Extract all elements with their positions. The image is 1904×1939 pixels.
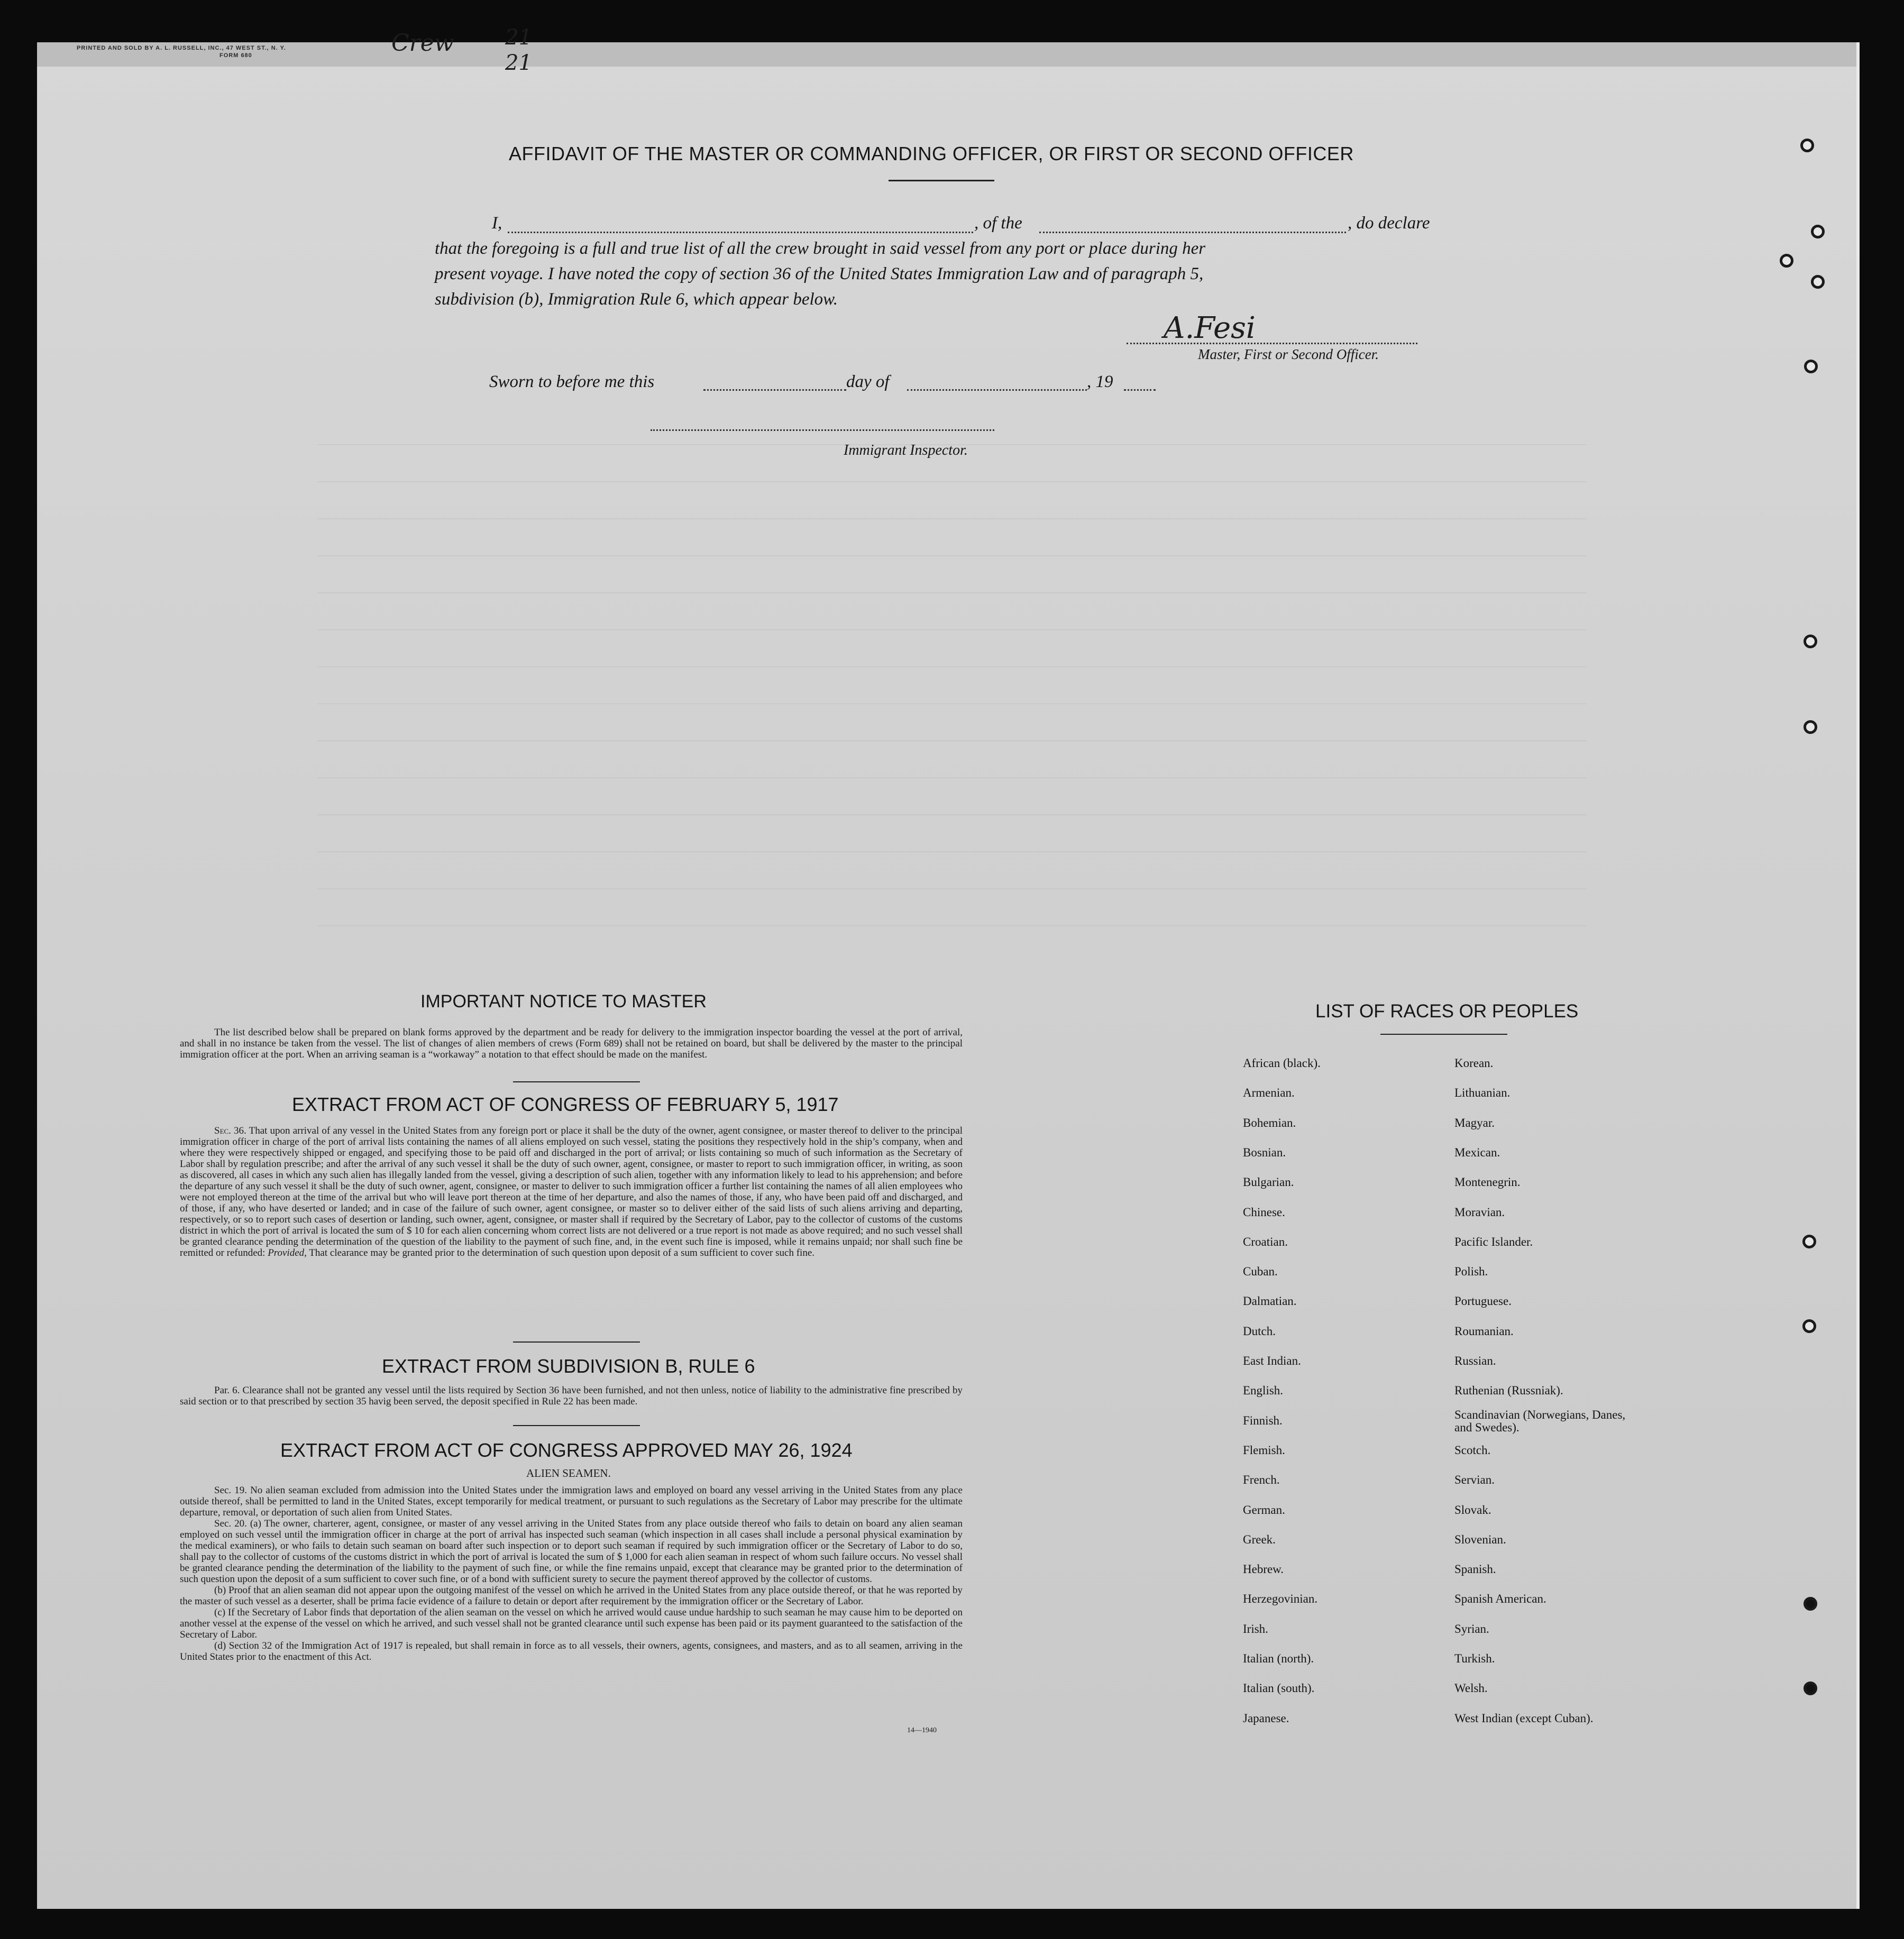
race-item: Portuguese. [1454,1294,1512,1308]
name-blank[interactable] [508,232,973,233]
race-item: Russian. [1454,1354,1496,1367]
race-item: Magyar. [1454,1116,1495,1129]
affidavit-line-3: present voyage. I have noted the copy of section 36 of the United States Immigration Law and of paragraph 5, [435,264,1204,283]
affidavit-i-label: I, [492,214,502,233]
affidavit-title: AFFIDAVIT OF THE MASTER OR COMMANDING OFFICER, OR FIRST OR SECOND OFFICER [509,143,1354,164]
race-item: Spanish American. [1454,1592,1546,1606]
race-item: Roumanian. [1454,1324,1514,1338]
race-item: Slovak. [1454,1503,1491,1517]
vessel-blank[interactable] [1039,232,1346,233]
handwritten-signature: A.Fesi [1164,311,1256,345]
form-number: FORM 680 [219,52,252,59]
race-item: West Indian (except Cuban). [1454,1711,1594,1725]
sec-36-body: That upon arrival of any vessel in the United States from any foreign port or place it shall be the duty of the owner, agent consignee, or master thereof to deliver to the principal immigration officer in charge of the port of arrival lists containing the names of all aliens employed on such vessel, stating the positions they respectively hold in the ship’s company, when and where they were respectively shipped or engaged, and specifying those to be paid off and discharged in the port of arrival; or lists containing so much of such information as the Secretary of Labor shall by regulation prescribe; and after the arrival of any such vessel it shall be the duty of such owner, agent, consignee, or master to report to such immigration officer, in writing, as soon as discovered, all cases in which any such alien has illegally landed from the vessel, giving a description of such alien, together with any information likely to lead to his apprehension; and before the departure of any such vessel it shall be the duty of such owner, agent, consignee, or master to deliver to such immigration officer a further list containing the names of all alien employees who were not employed thereon at the time of the arrival but who will leave port thereon at the time of her departure, and also the names of those, if any, who have been paid off and discharged, and of those, if any, who have deserted or landed; and in case of the failure of such owner, agent consignee, or master so to deliver either of the said lists of such aliens arriving and departing, respectively, or so to report such cases of desertion or landing, such owner, agent, consignee, or master shall if required by the Secretary of Labor, pay to the collector of customs of the customs district in which the port of arrival is located the sum of $ 10 for each alien concerning whom correct lists are not delivered or a true report is not made as above required; and no such vessel shall be granted clearance pending the determination of the question of the liability to the payment of such fine, and, in the event such fine is imposed, while it remains unpaid; nor shall such fine be remitted or refunded: [180,1125,963,1258]
extract-rule6-text: Par. 6. Clearance shall not be granted any vessel until the lists required by Section 36 have been furnished, and not then unless, notice of liability to the administrative fine prescribed by said section or to that prescribed by section 35 havig been served, the deposit specified in Rule 22 has been made. [180,1385,963,1407]
race-item: Slovenian. [1454,1532,1506,1546]
year-label: , 19 [1087,372,1113,391]
races-title: LIST OF RACES OR PEOPLES [1315,1001,1579,1022]
inspector-label: Immigrant Inspector. [844,442,968,458]
do-declare-label: , do declare [1348,214,1430,233]
punch-hole [1804,1681,1817,1695]
divider [513,1341,640,1343]
printer-line: PRINTED AND SOLD BY A. L. RUSSELL, INC., 47 WEST ST., N. Y. [77,45,286,51]
race-item: Cuban. [1243,1265,1278,1279]
race-item: Syrian. [1454,1622,1489,1635]
sec-20-text: Sec. 20. (a) The owner, charterer, agent, consignee, or master of any vessel arriving in the United States from any place outside thereof who fails to detain on board any alien seaman employed on such vessel until the immigration officer in charge at the port of arrival has inspected such seaman (which inspection in all cases shall include a personal physical examination by the medical examiners), or who fails to detain such seaman on board after such inspection or to deport such seaman if required by such immigration officer or the Secretary of Labor to do so, shall pay to the collector of customs of the customs district in which the port of arrival is located the sum of $ 1,000 for each alien seaman in respect of whom such failure occurs. No vessel shall be granted clearance pending the determination of the liability to the payment of such fine, or while the fine remains unpaid, except that clearance may be granted prior to the determination of such question upon the deposit of a sum sufficient to cover such fine, or of a bond with sufficient surety to secure the payment thereof approved by the collector of customs. [180,1518,963,1585]
punch-hole [1811,225,1825,238]
race-item: Greek. [1243,1532,1276,1546]
race-item: Scandinavian (Norwegians, Danes, and Swedes). [1454,1408,1626,1434]
form-code: 14—1940 [907,1726,937,1734]
race-item: Montenegrin. [1454,1175,1521,1189]
race-item: Dutch. [1243,1324,1276,1338]
race-item: Pacific Islander. [1454,1235,1533,1248]
printer-imprint [77,44,286,59]
extract-rule6-title: EXTRACT FROM SUBDIVISION B, RULE 6 [382,1355,755,1377]
sec-36-label: Sec. 36. [214,1125,246,1136]
race-item: Turkish. [1454,1652,1495,1665]
handwritten-crew-count: 21 [505,25,532,50]
handwritten-crew-count-2: 21 [505,51,532,75]
race-item: Mexican. [1454,1145,1500,1159]
race-item: Polish. [1454,1265,1488,1279]
divider [513,1081,640,1082]
sec-20-d-text: (d) Section 32 of the Immigration Act of 1917 is repealed, but shall remain in force as to all vessels, their owners, agents, consignees, and masters, and as to all seamen, arriving in the United States prior to the enactment of this Act. [180,1640,963,1662]
race-item: Japanese. [1243,1711,1289,1725]
race-item: Hebrew. [1243,1563,1284,1576]
affidavit-line-2: that the foregoing is a full and true list of all the crew brought in said vessel from any port or place during her [435,239,1206,258]
punch-hole [1804,1597,1817,1611]
punch-hole [1802,1319,1816,1333]
race-item: Ruthenian (Russniak). [1454,1384,1563,1398]
extract-1924-title: EXTRACT FROM ACT OF CONGRESS APPROVED MAY 26, 1924 [280,1439,853,1461]
signer-label: Master, First or Second Officer. [1198,346,1379,362]
punch-hole [1811,275,1825,289]
race-item: African (black). [1243,1056,1321,1070]
race-item: Welsh. [1454,1681,1488,1695]
race-item: Italian (south). [1243,1681,1315,1695]
of-the-label: , of the [974,214,1022,233]
alien-seamen-subtitle: ALIEN SEAMEN. [526,1467,611,1479]
race-item: Croatian. [1243,1235,1288,1248]
race-item: Armenian. [1243,1086,1295,1100]
punch-hole [1802,1235,1816,1248]
race-item: Chinese. [1243,1205,1285,1219]
race-item: Scotch. [1454,1443,1491,1457]
title-rule [889,180,994,181]
race-item: French. [1243,1473,1280,1487]
punch-hole [1804,635,1817,648]
inspector-blank[interactable] [651,429,994,431]
race-item: Spanish. [1454,1563,1496,1576]
race-item: Finnish. [1243,1413,1283,1427]
divider [513,1425,640,1426]
race-item: Flemish. [1243,1443,1285,1457]
handwritten-crew-label: Crew [391,30,454,57]
punch-hole [1800,139,1814,152]
sec-20-b-text: (b) Proof that an alien seaman did not appear upon the outgoing manifest of the vessel on which he arrived in the United States from any place outside thereof, or that he was reported by the master of such vessel as a deserter, shall be prima facie evidence of a failure to detain or deport after requirement by the immigration officer or the Secretary of Labor. [180,1585,963,1607]
race-item: Servian. [1454,1473,1495,1487]
race-item: German. [1243,1503,1285,1517]
race-item: East Indian. [1243,1354,1301,1367]
punch-hole [1780,254,1793,268]
race-item: Herzegovinian. [1243,1592,1318,1606]
provided-word: Provided, [268,1247,307,1258]
race-item: Irish. [1243,1622,1268,1635]
extract-1917-title: EXTRACT FROM ACT OF CONGRESS OF FEBRUARY 5, 1917 [292,1093,839,1115]
sec-36-tail: That clearance may be granted prior to the determination of such question upon deposit of a sum sufficient to cover such fine. [309,1247,814,1258]
extract-1917-text [180,1125,963,1258]
sec-20-c-text: (c) If the Secretary of Labor finds that deportation of the alien seaman on the vessel on which he arrived would cause undue hardship to such seaman he may cause him to be deported on another vessel at the expense of the vessel on which he arrived, and such vessel shall not be granted clearance until such expense has been paid or its payment guaranteed to the satisfaction of the Secretary of Labor. [180,1607,963,1640]
day-blank[interactable] [703,389,846,391]
month-blank[interactable] [907,389,1087,391]
race-item: Korean. [1454,1056,1494,1070]
race-item: Bulgarian. [1243,1175,1294,1189]
year-blank[interactable] [1124,389,1156,391]
punch-hole [1804,720,1817,734]
race-item: Moravian. [1454,1205,1505,1219]
race-item: Lithuanian. [1454,1086,1511,1100]
race-item: Dalmatian. [1243,1294,1297,1308]
sworn-label: Sworn to before me this [489,372,655,391]
sec-19-text: Sec. 19. No alien seaman excluded from admission into the United States under the immigration laws and employed on board any vessel arriving in the United States from any place outside thereof, shall be permitted to land in the United States, except temporarily for medical treatment, or pursuant to such regulations as the Secretary of Labor may prescribe for the ultimate departure, removal, or deportation of such alien from United States. [180,1485,963,1518]
day-of-label: day of [846,372,890,391]
punch-hole [1804,360,1818,373]
affidavit-line-4: subdivision (b), Immigration Rule 6, which appear below. [435,290,838,309]
top-margin-strip [37,42,1856,67]
race-item: Bohemian. [1243,1116,1296,1129]
race-item: Bosnian. [1243,1145,1286,1159]
notice-text: The list described below shall be prepared on blank forms approved by the department and be ready for delivery to the immigration inspector boarding the vessel at the port of arrival, and shall in no instance be taken from the vessel. The list of changes of alien members of crews (Form 689) shall not be retained on board, but shall be delivered by the master to the principal immigration officer at the port. When an arriving seaman is a “workaway” a notation to that effect should be made on the manifest. [180,1027,963,1060]
races-rule [1380,1034,1507,1035]
race-item: English. [1243,1384,1284,1398]
extract-1924-body [180,1485,963,1662]
notice-title: IMPORTANT NOTICE TO MASTER [420,991,707,1012]
race-item: Italian (north). [1243,1652,1314,1665]
